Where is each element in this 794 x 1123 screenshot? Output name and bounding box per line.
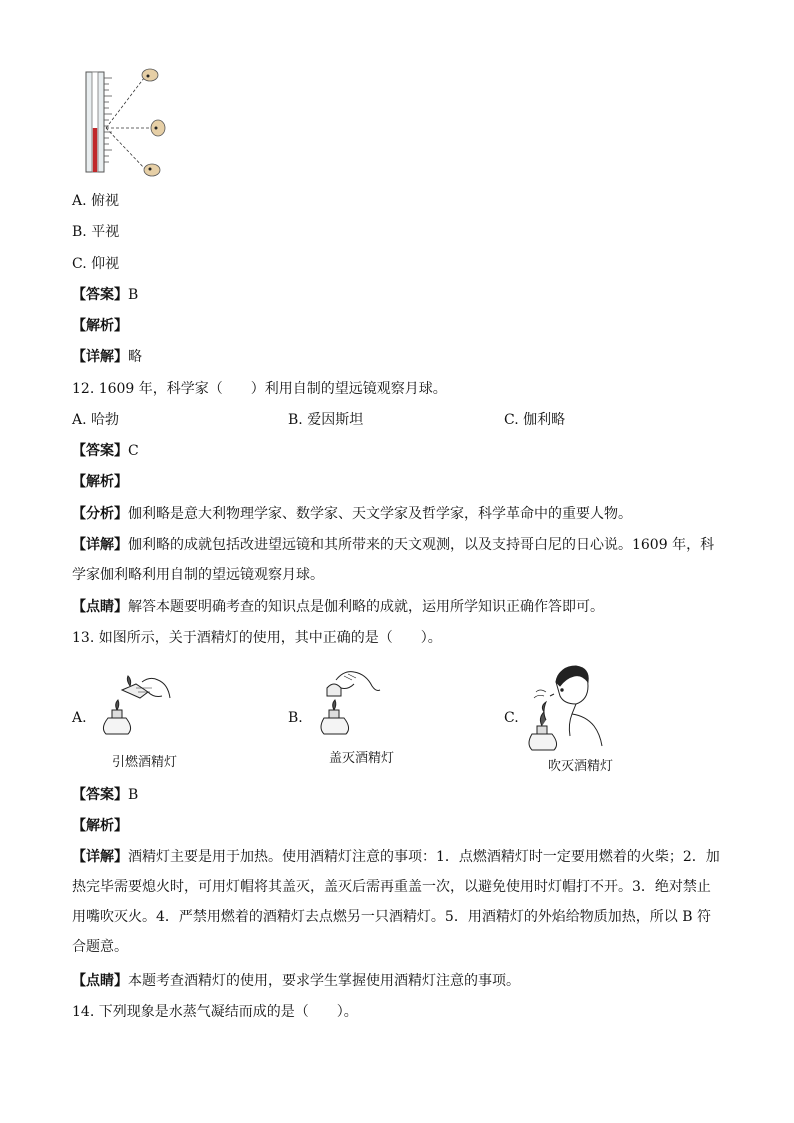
- answer-value: C: [128, 443, 139, 459]
- q13-dianjing: [72, 971, 520, 991]
- q13-question: 13. 如图所示，关于酒精灯的使用，其中正确的是（ ）。: [72, 630, 442, 646]
- q12-option-c: C. 伽利略: [504, 412, 566, 428]
- thermometer-figure: [80, 66, 180, 178]
- q13-detail: [72, 842, 722, 962]
- detail-text: 酒精灯主要是用于加热。使用酒精灯注意的事项：1．点燃酒精灯时一定要用燃着的火柴；2．加热完毕需要熄火时，可用灯帽将其盖灭，盖灭后需再重盖一次，以避免使用时灯帽打不开。3．绝对禁止用嘴吹灭火。4．严禁用燃着的酒精灯去点燃另一只酒精灯。5．用酒精灯的外焰给物质加热，所以 B 符合题意。: [72, 849, 720, 955]
- q11-option-c: C. 仰视: [72, 256, 120, 272]
- q13-answer: [72, 785, 138, 805]
- q12-answer: [72, 441, 139, 461]
- q13-option-b: B.: [288, 710, 303, 726]
- analysis-tag: 【解析】: [72, 474, 128, 490]
- q11-option-b: B. 平视: [72, 224, 120, 240]
- q12-option-a: A. 哈勃: [72, 412, 120, 428]
- fenxi-text: 伽利略是意大利物理学家、数学家、天文学家及哲学家，科学革命中的重要人物。: [128, 506, 632, 522]
- q11-option-a: A. 俯视: [72, 193, 120, 209]
- detail-tag: 【详解】: [72, 349, 128, 365]
- q13-analysis: [72, 816, 128, 836]
- lamp-figure-a: [92, 668, 182, 738]
- q13-option-a: A.: [72, 710, 87, 726]
- dianjing-tag: 【点睛】: [72, 599, 128, 615]
- dianjing-tag: 【点睛】: [72, 973, 128, 989]
- lamp-figure-c: [526, 662, 616, 752]
- q12-fenxi: [72, 504, 632, 524]
- q12-detail: [72, 530, 722, 590]
- q14-question: 14. 下列现象是水蒸气凝结而成的是（ ）。: [72, 1004, 358, 1020]
- q11-detail: [72, 347, 142, 367]
- detail-text: 伽利略的成就包括改进望远镜和其所带来的天文观测，以及支持哥白尼的日心说。1609 年，科学家伽利略利用自制的望远镜观察月球。: [72, 537, 715, 583]
- dianjing-text: 解答本题要明确考查的知识点是伽利略的成就，运用所学知识正确作答即可。: [128, 599, 604, 615]
- q12-option-b: B. 爱因斯坦: [288, 412, 364, 428]
- dianjing-text: 本题考查酒精灯的使用，要求学生掌握使用酒精灯注意的事项。: [128, 973, 520, 989]
- fenxi-tag: 【分析】: [72, 506, 128, 522]
- q12-question: 12. 1609 年，科学家（ ）利用自制的望远镜观察月球。: [72, 381, 447, 397]
- q13-option-c: C.: [504, 710, 519, 726]
- detail-tag: 【详解】: [72, 537, 128, 553]
- analysis-tag: 【解析】: [72, 318, 128, 334]
- q12-analysis: [72, 472, 128, 492]
- answer-value: B: [128, 287, 139, 303]
- answer-tag: 【答案】: [72, 443, 128, 459]
- q13-caption-c: 吹灭酒精灯: [548, 759, 614, 774]
- q12-dianjing: [72, 597, 604, 617]
- q11-analysis: [72, 316, 128, 336]
- answer-tag: 【答案】: [72, 787, 128, 803]
- answer-value: B: [128, 787, 139, 803]
- detail-tag: 【详解】: [72, 849, 128, 865]
- q13-caption-b: 盖灭酒精灯: [329, 751, 395, 766]
- analysis-tag: 【解析】: [72, 818, 128, 834]
- q11-answer: [72, 285, 138, 305]
- q13-caption-a: 引燃酒精灯: [112, 755, 178, 770]
- answer-tag: 【答案】: [72, 287, 128, 303]
- lamp-figure-b: [314, 664, 394, 738]
- detail-text: 略: [128, 349, 142, 365]
